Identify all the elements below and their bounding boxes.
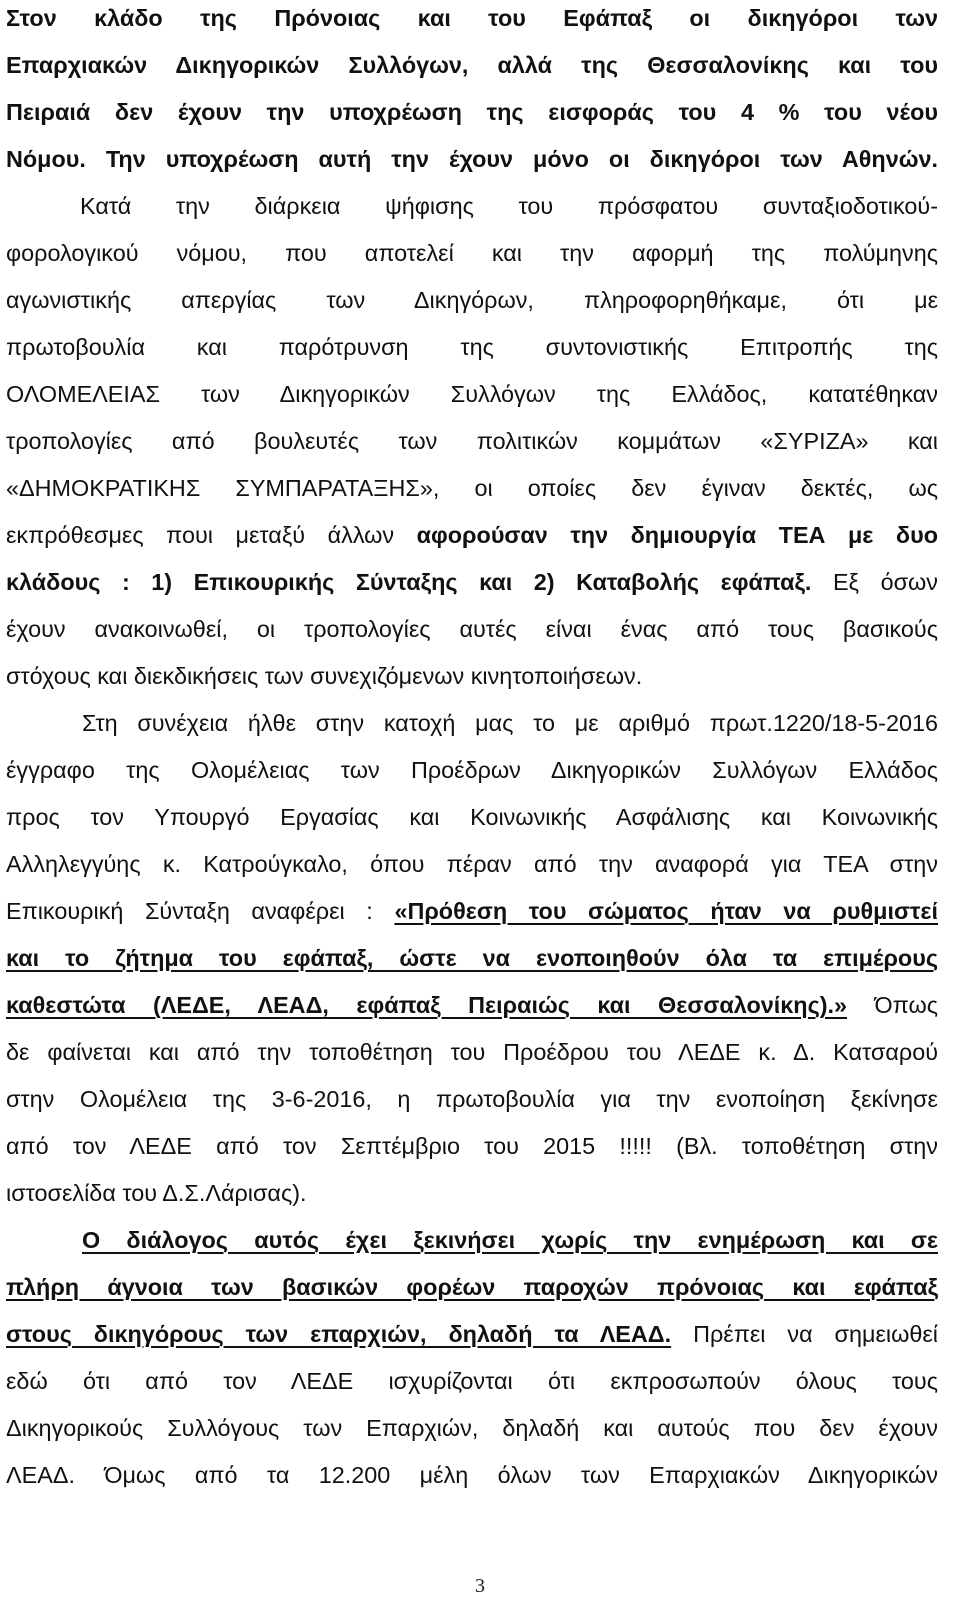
text-segment: Νόμου. Την υποχρέωση αυτή την έχουν μόνο οι δικηγόροι των Αθηνών. xyxy=(6,146,938,172)
document-page xyxy=(6,0,938,1499)
bold-segment: κλάδους : 1) Επικουρικής Σύνταξης και 2) Καταβολής εφάπαξ. xyxy=(6,569,812,595)
text-segment: Επαρχιακών Δικηγορικών Συλλόγων, αλλά της Θεσσαλονίκης και του xyxy=(6,52,938,78)
emphasis-segment: πλήρη άγνοια των βασικών φορέων παροχών πρόνοιας και εφάπαξ xyxy=(6,1274,938,1300)
text-segment: Πειραιά δεν έχουν την υποχρέωση της εισφοράς του 4 % του νέου xyxy=(6,99,938,125)
text-line xyxy=(6,1452,938,1499)
text-line xyxy=(6,512,938,559)
text-line xyxy=(6,0,938,42)
text-line xyxy=(6,1029,938,1076)
text-line xyxy=(6,747,938,794)
page-number: 3 xyxy=(475,1575,485,1597)
text-line xyxy=(6,1123,938,1170)
text-line xyxy=(6,559,938,606)
text-segment: εδώ ότι από τον ΛΕΔΕ ισχυρίζονται ότι εκπροσωπούν όλους τους xyxy=(6,1368,938,1394)
emphasis-segment: στους δικηγόρους των επαρχιών, δηλαδή τα ΛΕΑΔ. xyxy=(6,1321,672,1347)
text-segment: Στον κλάδο της Πρόνοιας και του Εφάπαξ οι δικηγόροι των xyxy=(6,5,938,31)
text-line xyxy=(6,324,938,371)
text-line xyxy=(6,935,938,982)
text-segment: Επικουρική Σύνταξη αναφέρει : xyxy=(6,898,373,924)
text-segment: Εξ όσων xyxy=(832,569,938,595)
text-segment: ΛΕΑΔ. Όμως από τα 12.200 μέλη όλων των Επαρχιακών Δικηγορικών xyxy=(6,1462,938,1488)
text-segment: πρωτοβουλία και παρότρυνση της συντονιστικής Επιτροπής της xyxy=(6,334,938,360)
quote-segment: καθεστώτα (ΛΕΔΕ, ΛΕΑΔ, εφάπαξ Πειραιώς και Θεσσαλονίκης).» xyxy=(6,992,848,1018)
text-segment: έγγραφο της Ολομέλειας των Προέδρων Δικηγορικών Συλλόγων Ελλάδος xyxy=(6,757,938,783)
text-line xyxy=(6,1217,938,1264)
quote-segment: και το ζήτημα του εφάπαξ, ώστε να ενοποιηθούν όλα τα επιμέρους xyxy=(6,945,938,971)
text-line xyxy=(6,89,938,136)
emphasis-segment: Ο διάλογος αυτός έχει ξεκινήσει χωρίς την ενημέρωση και σε xyxy=(82,1227,938,1253)
text-line xyxy=(6,1311,938,1358)
text-line xyxy=(6,371,938,418)
text-segment: δε φαίνεται και από την τοποθέτηση του Προέδρου του ΛΕΔΕ κ. Δ. Κατσαρού xyxy=(6,1039,938,1065)
text-segment: Όπως xyxy=(874,992,939,1018)
text-segment: εκπρόθεσμες πουι μεταξύ άλλων xyxy=(6,522,395,548)
text-segment: ιστοσελίδα του Δ.Σ.Λάρισας). xyxy=(6,1180,307,1206)
text-line xyxy=(6,1405,938,1452)
text-segment: προς τον Υπουργό Εργασίας και Κοινωνικής Ασφάλισης και Κοινωνικής xyxy=(6,804,938,830)
text-line xyxy=(6,136,938,183)
text-segment: ΟΛΟΜΕΛΕΙΑΣ των Δικηγορικών Συλλόγων της Ελλάδος, κατατέθηκαν xyxy=(6,381,938,407)
text-line xyxy=(6,418,938,465)
text-segment: Αλληλεγγύης κ. Κατρούγκαλο, όπου πέραν από την αναφορά για ΤΕΑ στην xyxy=(6,851,938,877)
text-line xyxy=(6,1358,938,1405)
text-line xyxy=(6,1076,938,1123)
text-line xyxy=(6,42,938,89)
text-segment: από τον ΛΕΔΕ από τον Σεπτέμβριο του 2015 !!!!! (Βλ. τοποθέτηση στην xyxy=(6,1133,938,1159)
text-line xyxy=(6,606,938,653)
text-segment: Δικηγορικούς Συλλόγους των Επαρχιών, δηλαδή και αυτούς που δεν έχουν xyxy=(6,1415,938,1441)
text-line xyxy=(6,230,938,277)
text-line xyxy=(6,1264,938,1311)
text-line xyxy=(6,841,938,888)
text-segment: τροπολογίες από βουλευτές των πολιτικών κομμάτων «ΣΥΡΙΖΑ» και xyxy=(6,428,938,454)
text-line xyxy=(6,465,938,512)
text-line xyxy=(6,794,938,841)
text-segment: Κατά την διάρκεια ψήφισης του πρόσφατου συνταξιοδοτικού- xyxy=(80,193,938,219)
text-line xyxy=(6,982,938,1029)
text-segment: Πρέπει να σημειωθεί xyxy=(693,1321,938,1347)
text-segment: «ΔΗΜΟΚΡΑΤΙΚΗΣ ΣΥΜΠΑΡΑΤΑΞΗΣ», οι οποίες δεν έγιναν δεκτές, ως xyxy=(6,475,938,501)
text-line xyxy=(6,277,938,324)
text-segment: Στη συνέχεια ήλθε στην κατοχή μας το με αριθμό πρωτ.1220/18-5-2016 xyxy=(82,710,938,736)
text-segment: στόχους και διεκδικήσεις των συνεχιζόμενων κινητοποιήσεων. xyxy=(6,663,643,689)
text-line xyxy=(6,1170,938,1217)
text-line xyxy=(6,653,938,700)
text-segment: φορολογικού νόμου, που αποτελεί και την αφορμή της πολύμηνης xyxy=(6,240,938,266)
text-line xyxy=(6,700,938,747)
bold-segment: αφορούσαν την δημιουργία ΤΕΑ με δυο xyxy=(416,522,938,548)
text-segment: έχουν ανακοινωθεί, οι τροπολογίες αυτές είναι ένας από τους βασικούς xyxy=(6,616,938,642)
text-line xyxy=(6,183,938,230)
text-line xyxy=(6,888,938,935)
text-segment: αγωνιστικής απεργίας των Δικηγόρων, πληροφορηθήκαμε, ότι με xyxy=(6,287,938,313)
quote-segment: «Πρόθεση του σώματος ήταν να ρυθμιστεί xyxy=(394,898,938,924)
text-segment: στην Ολομέλεια της 3-6-2016, η πρωτοβουλία για την ενοποίηση ξεκίνησε xyxy=(6,1086,938,1112)
